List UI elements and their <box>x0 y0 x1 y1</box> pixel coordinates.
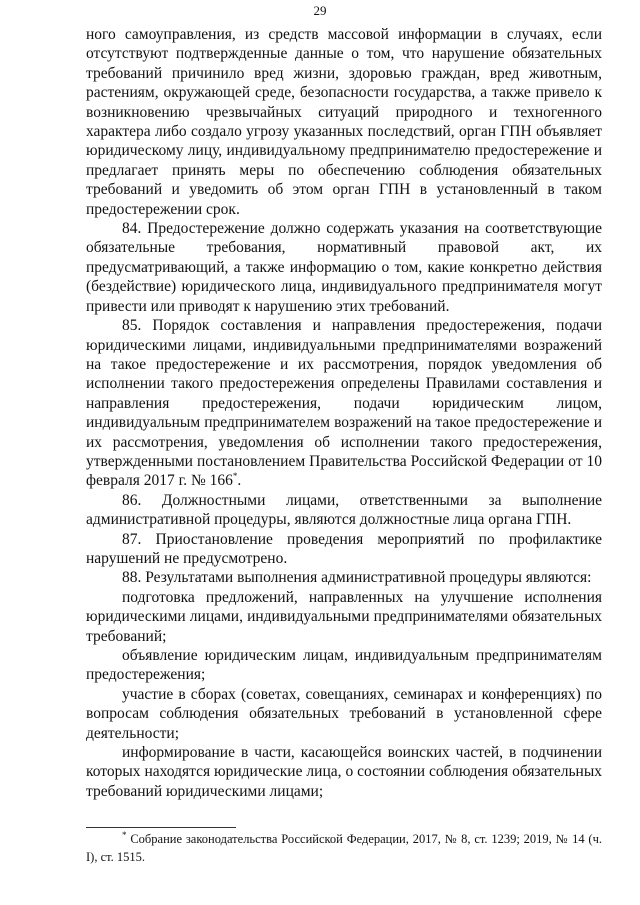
result-item-meetings: участие в сборах (советах, совещаниях, семинарах и конференциях) по вопросам соблюдения обязательных требований в установленной сфере деятельности; <box>86 685 602 742</box>
footnote-reference: * <box>232 471 238 482</box>
footnote-text: Собрание законодательства Российской Федерации, 2017, № 8, ст. 1239; 2019, № 14 (ч. I), ст. 1515. <box>86 832 602 864</box>
footnote-separator <box>86 827 236 828</box>
result-item-warning: объявление юридическим лицам, индивидуальным предпринимателям предостережения; <box>86 647 602 684</box>
paragraph-85 <box>86 316 602 491</box>
result-item-informing: информирование в части, касающейся воинских частей, в подчинении которых находятся юридические лица, о состоянии соблюдения обязательных требований юридическими лицами; <box>86 744 602 800</box>
paragraph-87: 87. Приостановление проведения мероприятий по профилактике нарушений не предусмотрено. <box>86 530 602 567</box>
footnote <box>86 830 602 866</box>
paragraph-84: 84. Предостережение должно содержать указания на соответствующие обязательные требования, нормативный правовой акт, их предусматривающий, а также информацию о том, какие конкретно действия (бездействие) юридического лица, индивидуального предпринимателя могут привести или приводят к нарушению этих требований. <box>86 220 602 315</box>
page-number: 29 <box>313 3 327 18</box>
paragraph-86: 86. Должностными лицами, ответственными за выполнение административной процедуры, являются должностные лица органа ГПН. <box>86 491 602 529</box>
paragraph-continuation: ного самоуправления, из средств массовой информации в случаях, если отсутствуют подтвержденные данные о том, что нарушение обязательных требований причинило вред жизни, здоровью граждан, вред животным, растениям, окружающей среде, безопасности государства, а также привело к возникновению чрезвычайных ситуаций природного и техногенного характера либо создало угрозу указанных последствий, орган ГПН объявляет юридическому лицу, индивидуальному предпринимателю предостережение и предлагает принять меры по обеспечению соблюдения обязательных требований и уведомить об этом орган ГПН в установленный в таком предостережении срок. <box>86 26 602 218</box>
paragraph-88: 88. Результатами выполнения административной процедуры являются: <box>122 569 592 587</box>
footnote-mark: * <box>122 829 127 840</box>
result-item-proposals: подготовка предложений, направленных на улучшение исполнения юридическими лицами, индивидуальными предпринимателями обязательных требований; <box>86 588 602 645</box>
paragraph-85-end: . <box>237 472 242 490</box>
paragraph-85-text: 85. Порядок составления и направления предостережения, подачи юридическими лицами, индивидуальными предпринимателями возражений на такое предостережение и их рассмотрения, порядок уведомления об исполнении такого предостережения определены Правилами составления и направления предостережения, подачи юридическим лицом, индивидуальным предпринимателем возражений на такое предостережение и их рассмотрения, уведомления об исполнении такого предостережения, утвержденными постановлением Правительства Российской Федерации от 10 февраля 2017 г. № 166 <box>86 317 602 490</box>
document-body <box>86 25 602 801</box>
